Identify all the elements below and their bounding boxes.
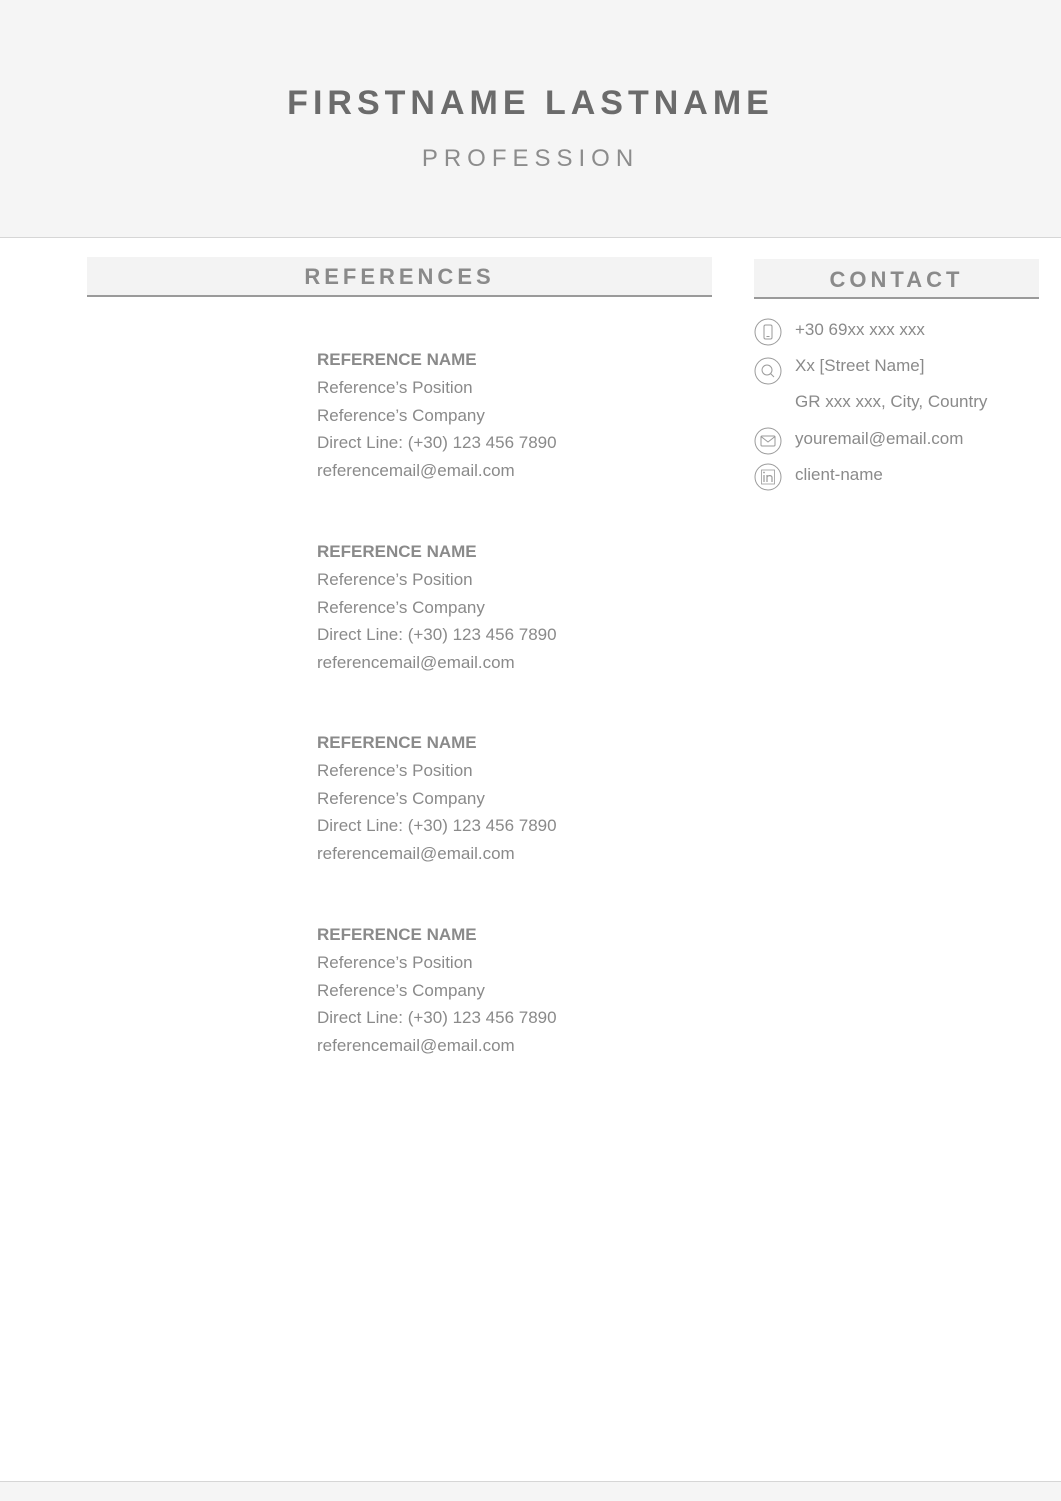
reference-entry <box>317 538 697 677</box>
location-icon <box>754 357 782 385</box>
phone-text[interactable]: +30 69xx xxx xxx <box>795 320 925 339</box>
header-band <box>0 0 1061 238</box>
reference-phone: Direct Line: (+30) 123 456 7890 <box>317 433 557 453</box>
contact-address <box>754 354 1054 384</box>
reference-entry <box>317 346 697 485</box>
contact-email <box>754 427 1054 457</box>
address-line-2: GR xxx xxx, City, Country <box>795 392 988 411</box>
reference-entry <box>317 729 697 868</box>
reference-entry <box>317 921 697 1060</box>
reference-position: Reference’s Position <box>317 569 473 589</box>
reference-name: REFERENCE NAME <box>317 733 477 752</box>
contact-address-2 <box>754 390 1054 420</box>
reference-email[interactable]: referencemail@email.com <box>317 1036 515 1056</box>
reference-position: Reference’s Position <box>317 377 473 397</box>
reference-company: Reference’s Company <box>317 597 485 617</box>
reference-company: Reference’s Company <box>317 980 485 1000</box>
phone-icon <box>754 318 782 346</box>
linkedin-text[interactable]: client-name <box>795 465 883 484</box>
linkedin-icon <box>754 463 782 491</box>
reference-company: Reference’s Company <box>317 405 485 425</box>
reference-name: REFERENCE NAME <box>317 925 477 944</box>
full-name: FIRSTNAME LASTNAME <box>287 84 774 122</box>
references-heading: REFERENCES <box>87 257 712 297</box>
address-line-1: Xx [Street Name] <box>795 356 925 375</box>
reference-phone: Direct Line: (+30) 123 456 7890 <box>317 625 557 645</box>
profession: PROFESSION <box>421 145 640 172</box>
contact-linkedin <box>754 463 1054 493</box>
reference-position: Reference’s Position <box>317 760 473 780</box>
reference-name: REFERENCE NAME <box>317 350 477 369</box>
reference-company: Reference’s Company <box>317 788 485 808</box>
reference-name: REFERENCE NAME <box>317 542 477 561</box>
footer-band <box>0 1481 1061 1501</box>
reference-phone: Direct Line: (+30) 123 456 7890 <box>317 1008 557 1028</box>
reference-email[interactable]: referencemail@email.com <box>317 844 515 864</box>
reference-position: Reference’s Position <box>317 952 473 972</box>
reference-email[interactable]: referencemail@email.com <box>317 653 515 673</box>
reference-email[interactable]: referencemail@email.com <box>317 461 515 481</box>
email-icon <box>754 427 782 455</box>
contact-heading: CONTACT <box>754 259 1039 299</box>
email-text[interactable]: youremail@email.com <box>795 429 964 448</box>
contact-phone <box>754 318 1054 348</box>
reference-phone: Direct Line: (+30) 123 456 7890 <box>317 816 557 836</box>
